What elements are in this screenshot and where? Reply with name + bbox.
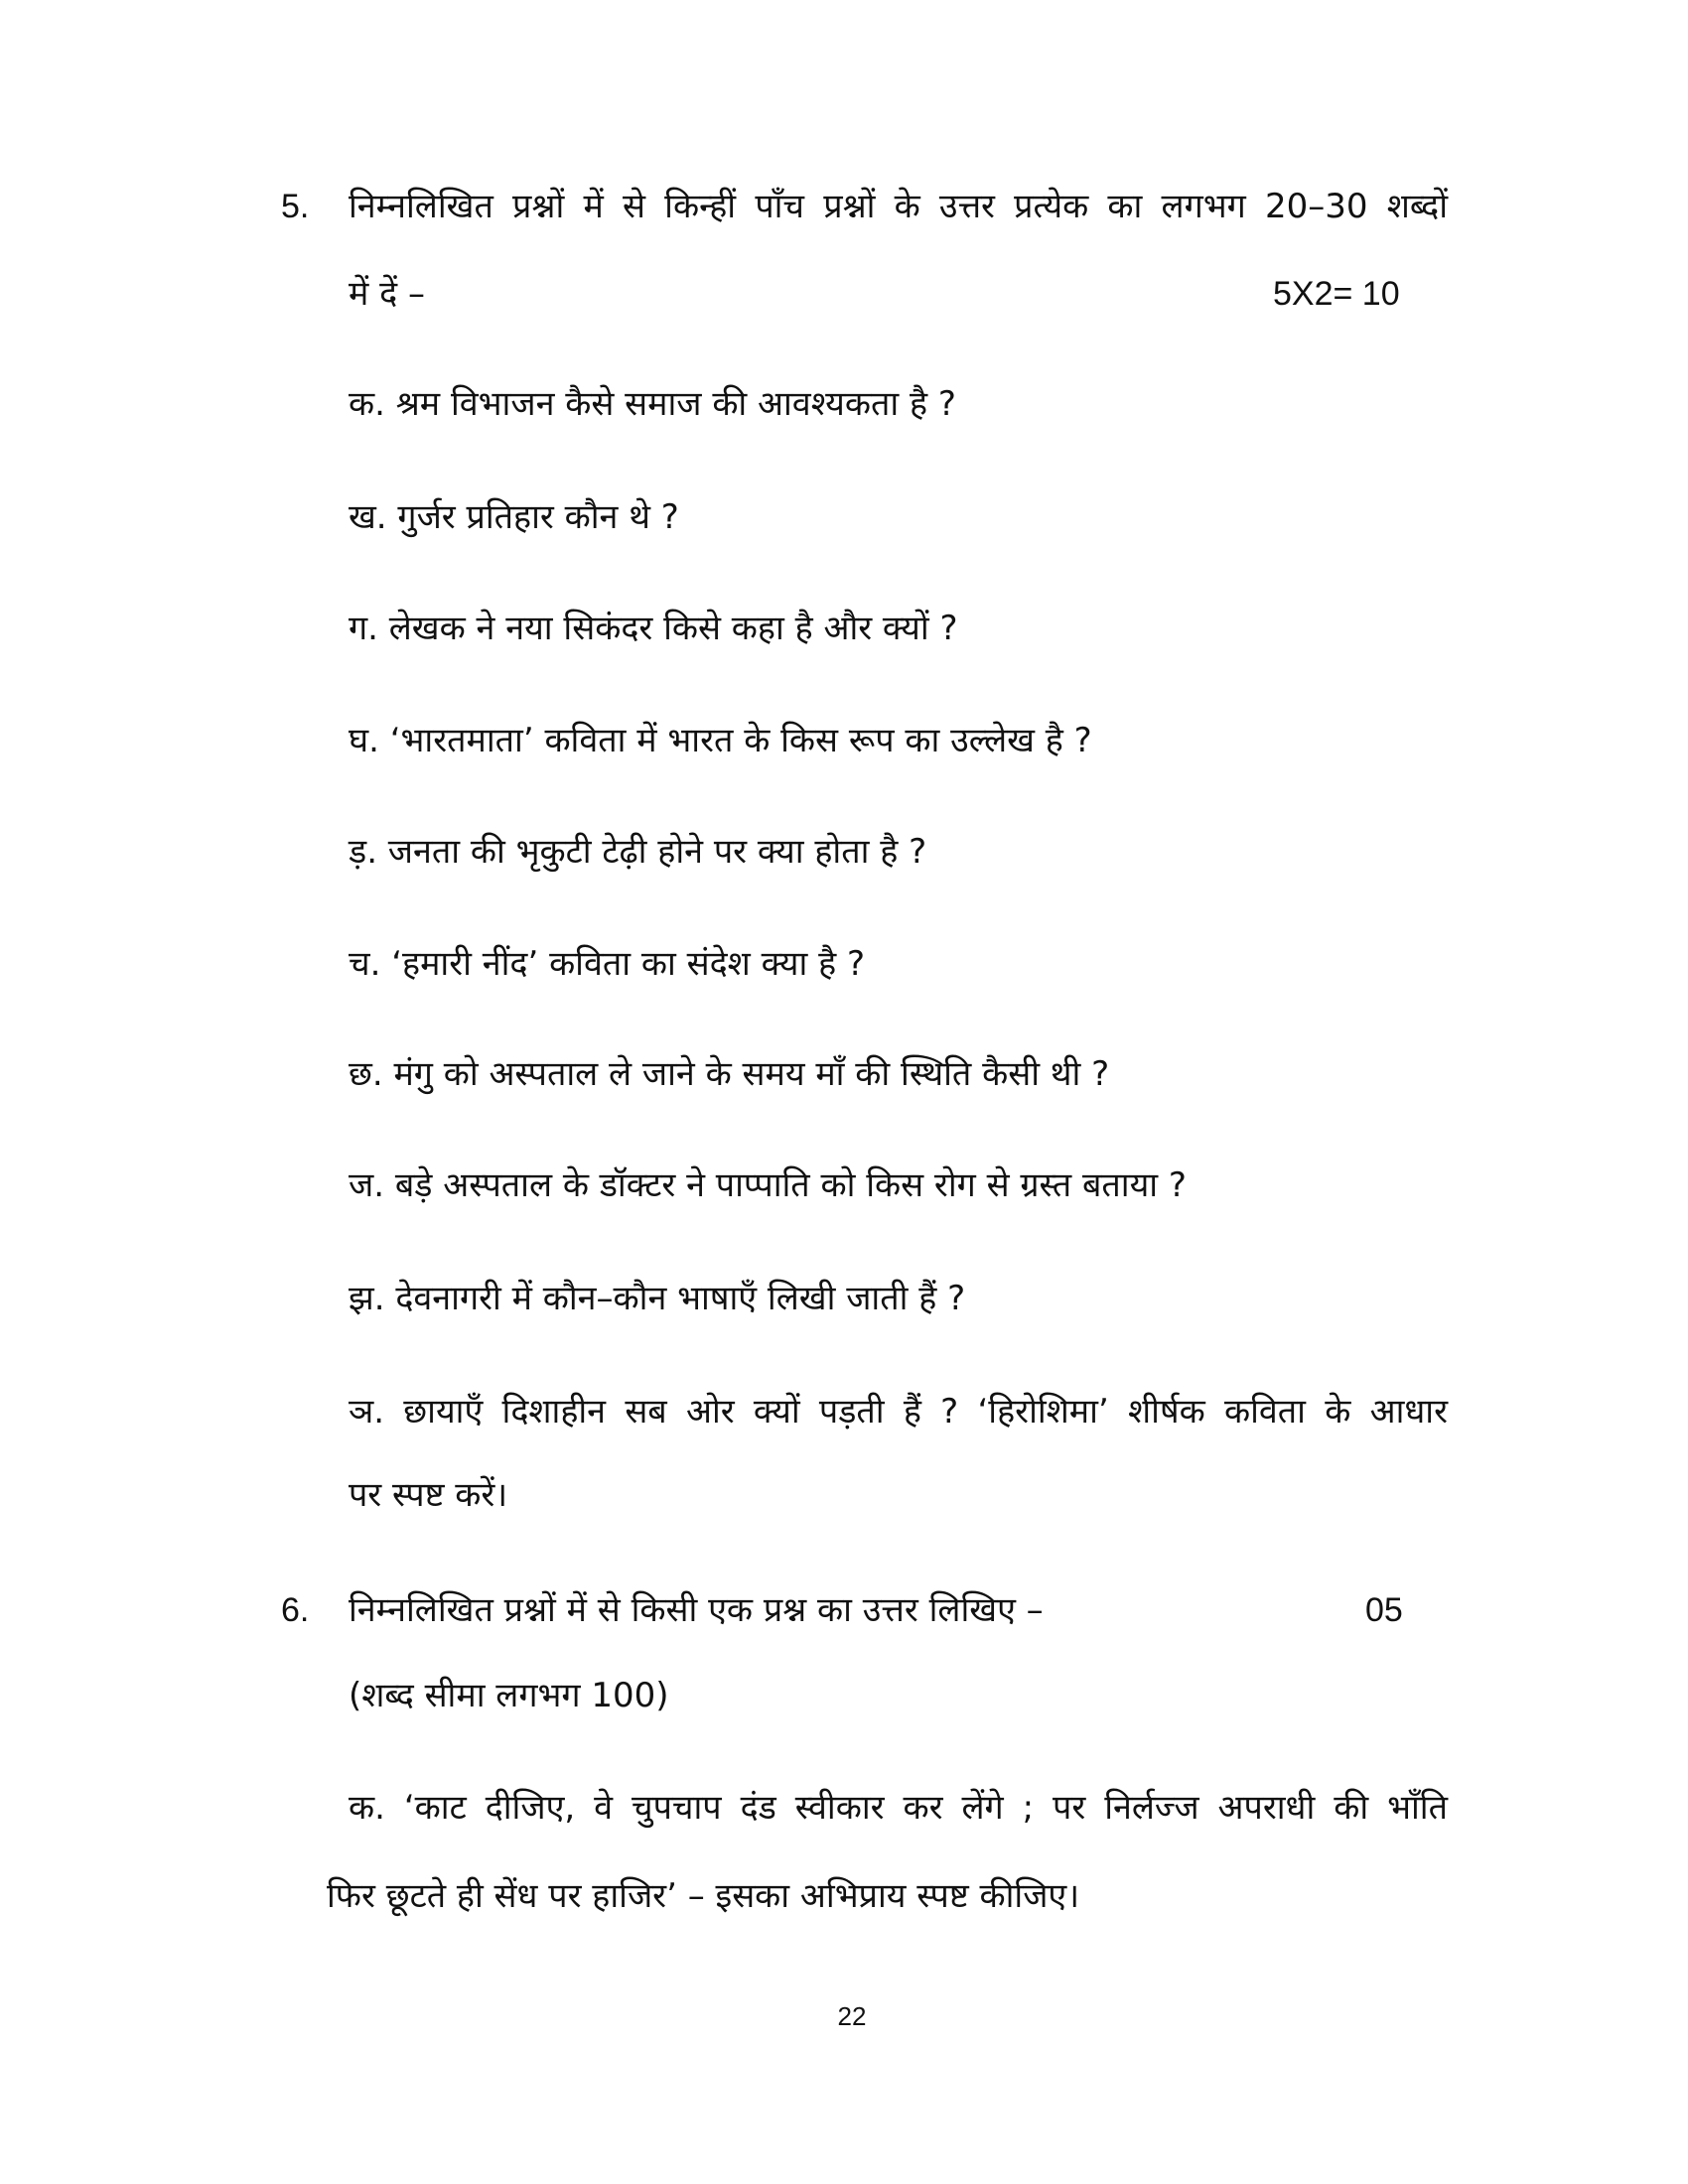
sub-question: क. श्रम विभाजन कैसे समाज की आवश्यकता है ? [349,384,956,424]
sub-question: ख. गुर्जर प्रतिहार कौन थे ? [349,497,679,537]
sub-question: च. ‘हमारी नींद’ कविता का संदेश क्या है ? [349,944,866,984]
question-instruction: निम्नलिखित प्रश्नों में से किन्हीं पाँच प्रश्नों के उत्तर प्रत्येक का लगभग 20–30 शब्दों [349,187,1448,226]
question-marks: 05 [1365,1591,1403,1629]
sub-question: झ. देवनागरी में कौन–कौन भाषाएँ लिखी जाती हैं ? [349,1279,966,1318]
page-number: 22 [837,2001,867,2031]
sub-question: घ. ‘भारतमाता’ कविता में भारत के किस रूप का उल्लेख है ? [349,721,1092,760]
sub-question-cont: फिर छूटते ही सेंध पर हाजिर’ – इसका अभिप्राय स्पष्ट कीजिए। [327,1876,1080,1916]
question-number: 5. [281,188,310,225]
sub-question: ग. लेखक ने नया सिकंदर किसे कहा है और क्यों ? [349,609,958,648]
question-marks: 5X2= 10 [1273,275,1400,313]
sub-question-cont: पर स्पष्ट करें। [349,1475,508,1515]
sub-question: छ. मंगु को अस्पताल ले जाने के समय माँ की स्थिति कैसी थी ? [349,1054,1110,1094]
question-instruction-cont: में दें – [349,274,426,314]
word-limit: (शब्द सीमा लगभग 100) [349,1676,669,1715]
question-number: 6. [281,1591,310,1629]
sub-question: ज. बड़े अस्पताल के डॉक्टर ने पाप्पाति को किस रोग से ग्रस्त बताया ? [349,1165,1187,1205]
sub-question: ड़. जनता की भृकुटी टेढ़ी होने पर क्या होता है ? [349,832,927,872]
question-instruction: निम्नलिखित प्रश्नों में से किसी एक प्रश्न का उत्तर लिखिए – [349,1590,1044,1630]
sub-question: क. ‘काट दीजिए, वे चुपचाप दंड स्वीकार कर लेंगे ; पर निर्लज्ज अपराधी की भाँति [349,1788,1448,1828]
sub-question: ञ. छायाएँ दिशाहीन सब ओर क्यों पड़ती हैं ? ‘हिरोशिमा’ शीर्षक कविता के आधार [349,1392,1448,1432]
